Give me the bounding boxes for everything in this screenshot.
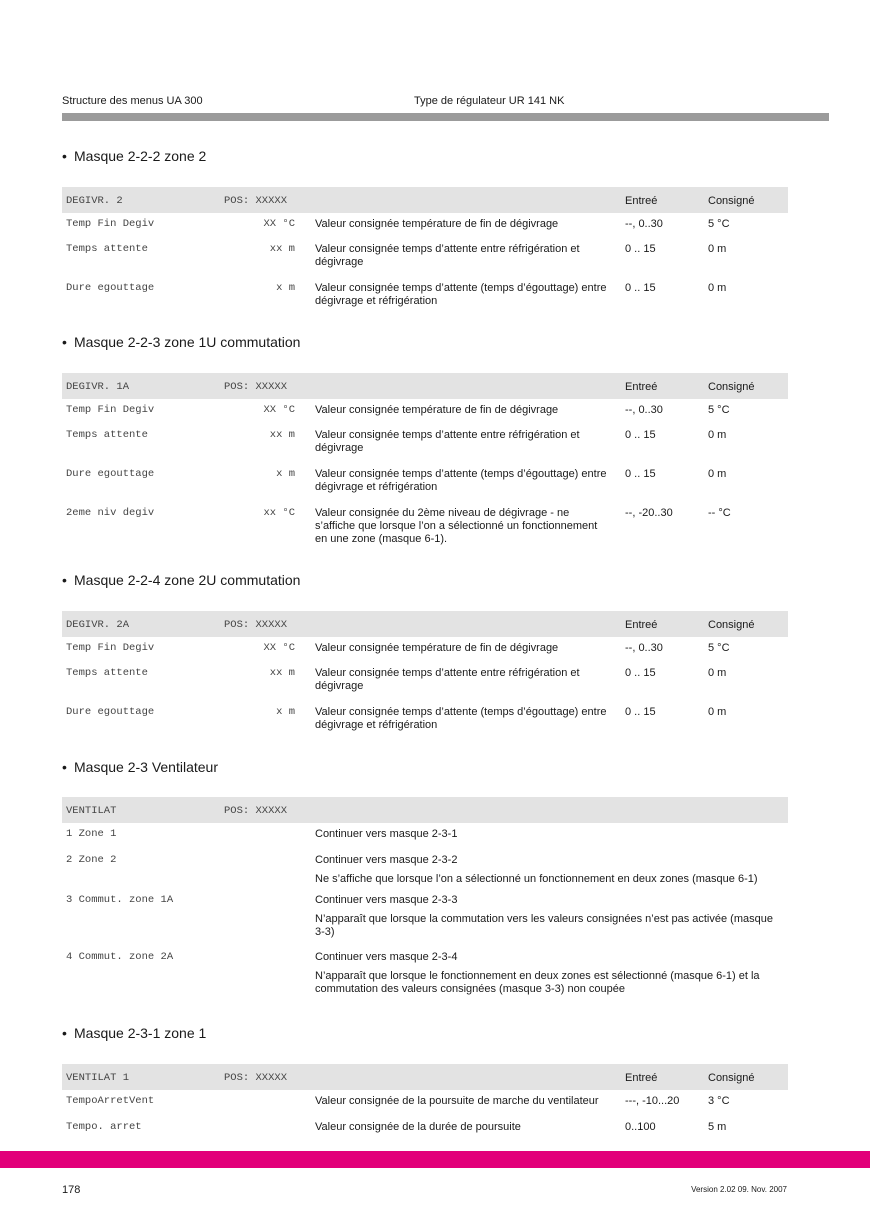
- section-title: • Masque 2-3-1 zone 1: [62, 1025, 207, 1041]
- table-row: Temp Fin Degiv XX °C Valeur consignée température de fin de dégivrage --, 0..30 5 °C: [66, 218, 730, 230]
- section-title: • Masque 2-2-4 zone 2U commutation: [62, 572, 301, 588]
- table-row: 4 Commut. zone 2A Continuer vers masque 2-3-4 N’apparaît que lorsque le fonctionnement en deux zones est sélectionné (masque 6-1) et la commutation des valeurs consignées (masque 3-3) non coupée: [66, 951, 760, 995]
- header-left: Structure des menus UA 300: [62, 95, 203, 107]
- footer-accent-bar: [0, 1151, 870, 1168]
- table-row: Dure egouttage x m Valeur consignée temps d’attente (temps d’égouttage) entre dégivrage et réfrigération 0 .. 15 0 m: [66, 282, 727, 307]
- table-row: Tempo. arret Valeur consignée de la durée de poursuite 0..100 5 m: [66, 1121, 727, 1133]
- table-row: Temps attente xx m Valeur consignée temps d’attente entre réfrigération et dégivrage 0 .. 15 0 m: [66, 243, 727, 268]
- header-rule: [62, 113, 829, 121]
- header-center: Type de régulateur UR 141 NK: [414, 95, 565, 107]
- table-row: Temps attente xx m Valeur consignée temps d’attente entre réfrigération et dégivrage 0 .. 15 0 m: [66, 429, 727, 454]
- table-header: VENTILAT 1 POS: XXXXX Entreé Consigné: [62, 1064, 788, 1090]
- menu-table: [62, 797, 788, 1002]
- table-row: 2eme niv degiv xx °C Valeur consignée du 2ème niveau de dégivrage - ne s’affiche que lorsque l’on a sélectionné un fonctionnement en une zone (masque 6-1). --, -20..30 -- °C: [66, 507, 731, 545]
- section-title: • Masque 2-3 Ventilateur: [62, 759, 218, 775]
- table-header: DEGIVR. 2A POS: XXXXX Entreé Consigné: [62, 611, 788, 637]
- table-row: Dure egouttage x m Valeur consignée temps d’attente (temps d’égouttage) entre dégivrage et réfrigération 0 .. 15 0 m: [66, 706, 727, 731]
- table-header: DEGIVR. 2 POS: XXXXX Entreé Consigné: [62, 187, 788, 213]
- settings-table: [62, 373, 788, 550]
- table-row: 3 Commut. zone 1A Continuer vers masque 2-3-3 N’apparaît que lorsque la commutation vers les valeurs consignées n’est pas activée (masque 3-3): [66, 894, 773, 938]
- table-row: TempoArretVent Valeur consignée de la poursuite de marche du ventilateur ---, -10...20 3 °C: [66, 1095, 730, 1107]
- table-header: VENTILAT POS: XXXXX: [62, 797, 788, 823]
- table-header: DEGIVR. 1A POS: XXXXX Entreé Consigné: [62, 373, 788, 399]
- table-row: Temp Fin Degiv XX °C Valeur consignée température de fin de dégivrage --, 0..30 5 °C: [66, 642, 730, 654]
- settings-table: [62, 611, 788, 735]
- table-row: Dure egouttage x m Valeur consignée temps d’attente (temps d’égouttage) entre dégivrage et réfrigération 0 .. 15 0 m: [66, 468, 727, 493]
- settings-table: [62, 187, 788, 311]
- table-row: 2 Zone 2 Continuer vers masque 2-3-2 Ne s’affiche que lorsque l’on a sélectionné un fonctionnement en deux zones (masque 6-1): [66, 854, 758, 885]
- section-title: • Masque 2-2-2 zone 2: [62, 148, 207, 164]
- section-title: • Masque 2-2-3 zone 1U commutation: [62, 334, 301, 350]
- page-number: 178: [62, 1184, 81, 1196]
- table-row: 1 Zone 1 Continuer vers masque 2-3-1: [66, 828, 458, 840]
- table-row: Temps attente xx m Valeur consignée temps d’attente entre réfrigération et dégivrage 0 .. 15 0 m: [66, 667, 727, 692]
- version-label: Version 2.02 09. Nov. 2007: [691, 1185, 787, 1194]
- table-row: Temp Fin Degiv XX °C Valeur consignée température de fin de dégivrage --, 0..30 5 °C: [66, 404, 730, 416]
- settings-table: [62, 1064, 788, 1142]
- page-header: [62, 95, 829, 109]
